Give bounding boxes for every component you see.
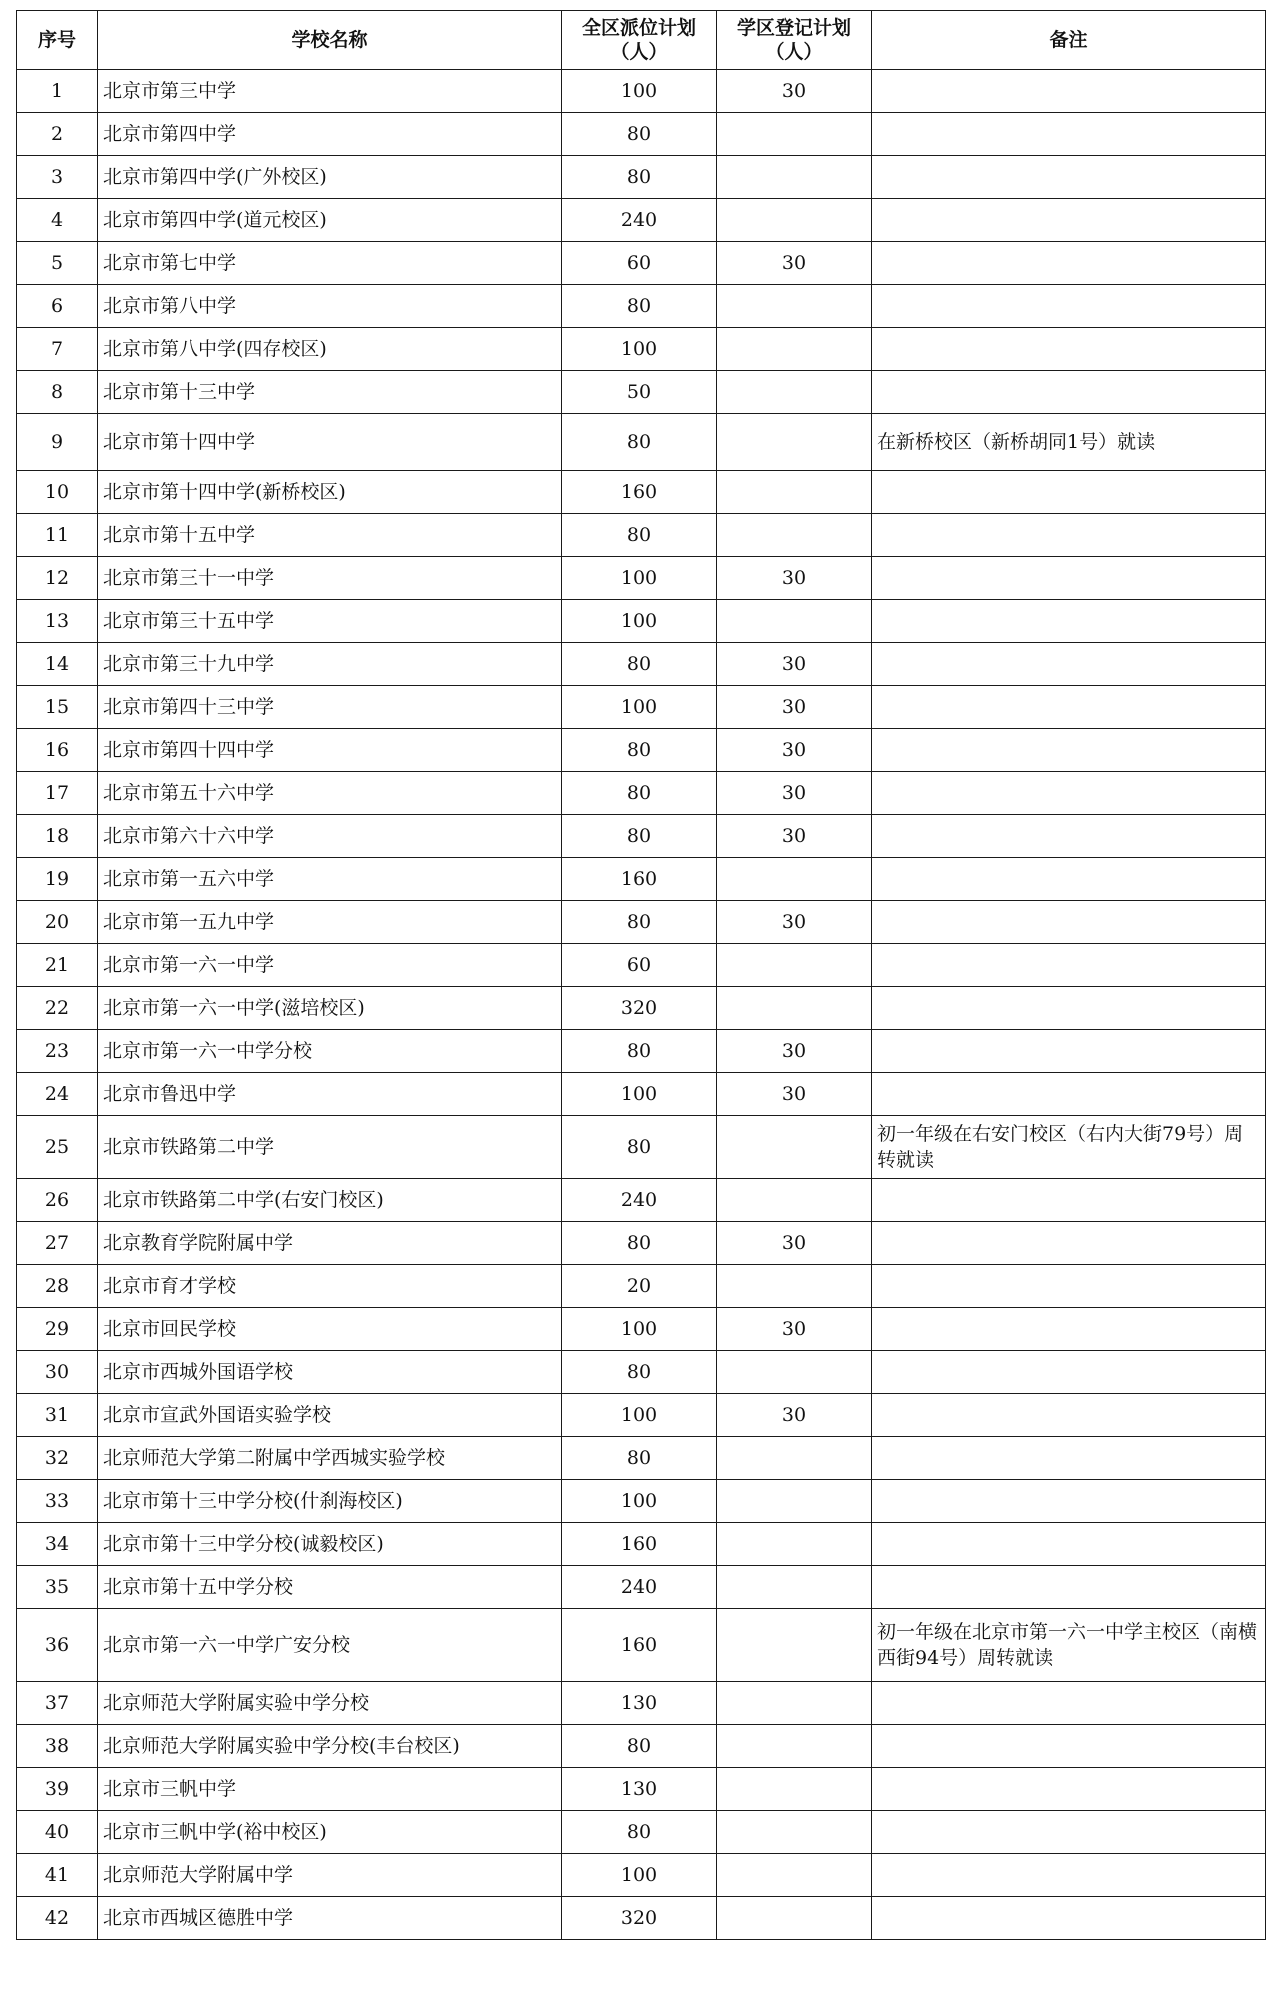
school-name: 北京市第三十一中学 xyxy=(98,557,562,600)
remark xyxy=(872,1265,1266,1308)
table-row xyxy=(17,1222,1266,1265)
table-row xyxy=(17,987,1266,1030)
row-number: 36 xyxy=(17,1609,98,1682)
remark xyxy=(872,1394,1266,1437)
table-row xyxy=(17,1811,1266,1854)
zone-registration-plan xyxy=(717,944,872,987)
row-number: 42 xyxy=(17,1897,98,1940)
table-row xyxy=(17,686,1266,729)
school-name: 北京市第三十九中学 xyxy=(98,643,562,686)
remark xyxy=(872,557,1266,600)
remark xyxy=(872,686,1266,729)
zone-registration-plan xyxy=(717,328,872,371)
header-note: 备注 xyxy=(872,11,1266,70)
row-number: 32 xyxy=(17,1437,98,1480)
zone-registration-plan xyxy=(717,113,872,156)
header-no: 序号 xyxy=(17,11,98,70)
row-number: 9 xyxy=(17,414,98,471)
table-row xyxy=(17,70,1266,113)
school-name: 北京市第六十六中学 xyxy=(98,815,562,858)
remark xyxy=(872,328,1266,371)
remark xyxy=(872,815,1266,858)
school-name: 北京师范大学附属实验中学分校 xyxy=(98,1682,562,1725)
remark xyxy=(872,1437,1266,1480)
row-number: 6 xyxy=(17,285,98,328)
zone-registration-plan: 30 xyxy=(717,729,872,772)
table-row xyxy=(17,1116,1266,1179)
remark xyxy=(872,1030,1266,1073)
school-name: 北京市回民学校 xyxy=(98,1308,562,1351)
table-row xyxy=(17,1566,1266,1609)
header-reg-line1: 学区登记计划 xyxy=(736,17,851,39)
table-row xyxy=(17,815,1266,858)
district-plan: 160 xyxy=(562,858,717,901)
zone-registration-plan: 30 xyxy=(717,643,872,686)
table-row xyxy=(17,1394,1266,1437)
row-number: 12 xyxy=(17,557,98,600)
remark xyxy=(872,1566,1266,1609)
school-name: 北京市第四中学(道元校区) xyxy=(98,199,562,242)
district-plan: 80 xyxy=(562,1116,717,1179)
zone-registration-plan xyxy=(717,156,872,199)
zone-registration-plan xyxy=(717,1480,872,1523)
district-plan: 320 xyxy=(562,1897,717,1940)
table-row xyxy=(17,600,1266,643)
remark xyxy=(872,70,1266,113)
district-plan: 80 xyxy=(562,113,717,156)
zone-registration-plan xyxy=(717,1768,872,1811)
row-number: 21 xyxy=(17,944,98,987)
zone-registration-plan: 30 xyxy=(717,815,872,858)
school-name: 北京市第四十四中学 xyxy=(98,729,562,772)
table-row xyxy=(17,901,1266,944)
zone-registration-plan xyxy=(717,1811,872,1854)
header-plan-line1: 全区派位计划 xyxy=(581,17,696,39)
remark xyxy=(872,471,1266,514)
row-number: 13 xyxy=(17,600,98,643)
district-plan: 80 xyxy=(562,1222,717,1265)
remark xyxy=(872,1351,1266,1394)
district-plan: 60 xyxy=(562,944,717,987)
zone-registration-plan xyxy=(717,1437,872,1480)
row-number: 24 xyxy=(17,1073,98,1116)
district-plan: 100 xyxy=(562,600,717,643)
district-plan: 100 xyxy=(562,1308,717,1351)
remark xyxy=(872,1854,1266,1897)
table-row xyxy=(17,858,1266,901)
remark xyxy=(872,772,1266,815)
zone-registration-plan xyxy=(717,1609,872,1682)
table-row xyxy=(17,643,1266,686)
district-plan: 80 xyxy=(562,414,717,471)
table-row xyxy=(17,414,1266,471)
school-name: 北京市第十三中学 xyxy=(98,371,562,414)
table-row xyxy=(17,1897,1266,1940)
table-row xyxy=(17,285,1266,328)
row-number: 19 xyxy=(17,858,98,901)
table-row xyxy=(17,1265,1266,1308)
table-row xyxy=(17,1480,1266,1523)
school-name: 北京市西城外国语学校 xyxy=(98,1351,562,1394)
zone-registration-plan: 30 xyxy=(717,686,872,729)
school-name: 北京市第十五中学 xyxy=(98,514,562,557)
row-number: 4 xyxy=(17,199,98,242)
zone-registration-plan xyxy=(717,987,872,1030)
table-row xyxy=(17,729,1266,772)
district-plan: 240 xyxy=(562,1179,717,1222)
row-number: 3 xyxy=(17,156,98,199)
district-plan: 80 xyxy=(562,729,717,772)
row-number: 40 xyxy=(17,1811,98,1854)
table-row xyxy=(17,1030,1266,1073)
district-plan: 50 xyxy=(562,371,717,414)
remark xyxy=(872,1179,1266,1222)
remark xyxy=(872,643,1266,686)
school-name: 北京市第三中学 xyxy=(98,70,562,113)
school-name: 北京市第十四中学(新桥校区) xyxy=(98,471,562,514)
district-plan: 80 xyxy=(562,514,717,557)
remark xyxy=(872,858,1266,901)
school-name: 北京市第一六一中学 xyxy=(98,944,562,987)
zone-registration-plan xyxy=(717,858,872,901)
school-name: 北京市三帆中学 xyxy=(98,1768,562,1811)
zone-registration-plan xyxy=(717,1179,872,1222)
table-row xyxy=(17,242,1266,285)
remark xyxy=(872,156,1266,199)
remark xyxy=(872,1811,1266,1854)
table-header xyxy=(17,11,1266,70)
zone-registration-plan xyxy=(717,1116,872,1179)
header-reg-line2: （人） xyxy=(765,41,823,63)
row-number: 41 xyxy=(17,1854,98,1897)
row-number: 33 xyxy=(17,1480,98,1523)
zone-registration-plan xyxy=(717,1566,872,1609)
row-number: 5 xyxy=(17,242,98,285)
table-row xyxy=(17,1308,1266,1351)
header-name: 学校名称 xyxy=(98,11,562,70)
zone-registration-plan xyxy=(717,1351,872,1394)
school-name: 北京市第十五中学分校 xyxy=(98,1566,562,1609)
district-plan: 80 xyxy=(562,1725,717,1768)
district-plan: 80 xyxy=(562,1811,717,1854)
school-name: 北京师范大学附属实验中学分校(丰台校区) xyxy=(98,1725,562,1768)
remark xyxy=(872,987,1266,1030)
district-plan: 100 xyxy=(562,1394,717,1437)
school-name: 北京市第八中学(四存校区) xyxy=(98,328,562,371)
remark xyxy=(872,600,1266,643)
zone-registration-plan xyxy=(717,1854,872,1897)
remark xyxy=(872,1480,1266,1523)
school-name: 北京市鲁迅中学 xyxy=(98,1073,562,1116)
school-name: 北京市第五十六中学 xyxy=(98,772,562,815)
row-number: 29 xyxy=(17,1308,98,1351)
school-name: 北京市第一五九中学 xyxy=(98,901,562,944)
district-plan: 130 xyxy=(562,1682,717,1725)
zone-registration-plan xyxy=(717,414,872,471)
row-number: 30 xyxy=(17,1351,98,1394)
remark xyxy=(872,1308,1266,1351)
school-name: 北京市铁路第二中学 xyxy=(98,1116,562,1179)
zone-registration-plan xyxy=(717,1523,872,1566)
zone-registration-plan: 30 xyxy=(717,1222,872,1265)
remark xyxy=(872,901,1266,944)
table-row xyxy=(17,471,1266,514)
row-number: 17 xyxy=(17,772,98,815)
row-number: 8 xyxy=(17,371,98,414)
row-number: 35 xyxy=(17,1566,98,1609)
table-row xyxy=(17,772,1266,815)
zone-registration-plan: 30 xyxy=(717,772,872,815)
row-number: 1 xyxy=(17,70,98,113)
district-plan: 160 xyxy=(562,1609,717,1682)
district-plan: 100 xyxy=(562,70,717,113)
remark xyxy=(872,729,1266,772)
table-row xyxy=(17,514,1266,557)
row-number: 34 xyxy=(17,1523,98,1566)
header-plan xyxy=(562,11,717,70)
zone-registration-plan: 30 xyxy=(717,1073,872,1116)
row-number: 11 xyxy=(17,514,98,557)
row-number: 20 xyxy=(17,901,98,944)
table-row xyxy=(17,1609,1266,1682)
row-number: 14 xyxy=(17,643,98,686)
remark xyxy=(872,1725,1266,1768)
district-plan: 100 xyxy=(562,328,717,371)
header-reg xyxy=(717,11,872,70)
district-plan: 80 xyxy=(562,643,717,686)
district-plan: 80 xyxy=(562,1437,717,1480)
school-name: 北京市第三十五中学 xyxy=(98,600,562,643)
school-name: 北京师范大学第二附属中学西城实验学校 xyxy=(98,1437,562,1480)
school-name: 北京市第一六一中学(滋培校区) xyxy=(98,987,562,1030)
row-number: 28 xyxy=(17,1265,98,1308)
district-plan: 80 xyxy=(562,901,717,944)
school-name: 北京市第十三中学分校(诚毅校区) xyxy=(98,1523,562,1566)
district-plan: 160 xyxy=(562,471,717,514)
table-row xyxy=(17,1768,1266,1811)
zone-registration-plan: 30 xyxy=(717,70,872,113)
header-row xyxy=(17,11,1266,70)
school-name: 北京市第四十三中学 xyxy=(98,686,562,729)
remark xyxy=(872,285,1266,328)
row-number: 37 xyxy=(17,1682,98,1725)
table-row xyxy=(17,1682,1266,1725)
row-number: 16 xyxy=(17,729,98,772)
school-name: 北京市第四中学(广外校区) xyxy=(98,156,562,199)
remark xyxy=(872,199,1266,242)
district-plan: 100 xyxy=(562,1073,717,1116)
school-name: 北京市第十三中学分校(什刹海校区) xyxy=(98,1480,562,1523)
row-number: 38 xyxy=(17,1725,98,1768)
row-number: 15 xyxy=(17,686,98,729)
district-plan: 100 xyxy=(562,686,717,729)
table-row xyxy=(17,328,1266,371)
district-plan: 80 xyxy=(562,1351,717,1394)
district-plan: 20 xyxy=(562,1265,717,1308)
school-name: 北京市第十四中学 xyxy=(98,414,562,471)
row-number: 18 xyxy=(17,815,98,858)
district-plan: 240 xyxy=(562,1566,717,1609)
remark xyxy=(872,242,1266,285)
school-name: 北京市第四中学 xyxy=(98,113,562,156)
zone-registration-plan: 30 xyxy=(717,1394,872,1437)
zone-registration-plan xyxy=(717,199,872,242)
district-plan: 130 xyxy=(562,1768,717,1811)
district-plan: 60 xyxy=(562,242,717,285)
remark xyxy=(872,514,1266,557)
zone-registration-plan xyxy=(717,1265,872,1308)
remark xyxy=(872,1682,1266,1725)
school-name: 北京师范大学附属中学 xyxy=(98,1854,562,1897)
school-name: 北京市宣武外国语实验学校 xyxy=(98,1394,562,1437)
table-row xyxy=(17,557,1266,600)
school-name: 北京市第八中学 xyxy=(98,285,562,328)
district-plan: 320 xyxy=(562,987,717,1030)
remark xyxy=(872,371,1266,414)
remark xyxy=(872,1523,1266,1566)
school-name: 北京市第一六一中学分校 xyxy=(98,1030,562,1073)
row-number: 25 xyxy=(17,1116,98,1179)
table-row xyxy=(17,113,1266,156)
row-number: 22 xyxy=(17,987,98,1030)
remark xyxy=(872,1073,1266,1116)
school-plan-table xyxy=(16,10,1266,1940)
zone-registration-plan xyxy=(717,285,872,328)
remark xyxy=(872,113,1266,156)
remark: 初一年级在北京市第一六一中学主校区（南横西街94号）周转就读 xyxy=(872,1609,1266,1682)
row-number: 39 xyxy=(17,1768,98,1811)
zone-registration-plan xyxy=(717,371,872,414)
district-plan: 80 xyxy=(562,156,717,199)
remark xyxy=(872,944,1266,987)
zone-registration-plan xyxy=(717,1725,872,1768)
zone-registration-plan xyxy=(717,514,872,557)
table-row xyxy=(17,1725,1266,1768)
school-name: 北京市第一五六中学 xyxy=(98,858,562,901)
table-row xyxy=(17,1073,1266,1116)
zone-registration-plan xyxy=(717,1682,872,1725)
zone-registration-plan: 30 xyxy=(717,557,872,600)
district-plan: 80 xyxy=(562,815,717,858)
remark xyxy=(872,1222,1266,1265)
row-number: 23 xyxy=(17,1030,98,1073)
row-number: 10 xyxy=(17,471,98,514)
table-row xyxy=(17,156,1266,199)
district-plan: 100 xyxy=(562,1480,717,1523)
school-name: 北京市第七中学 xyxy=(98,242,562,285)
table-row xyxy=(17,1437,1266,1480)
remark: 在新桥校区（新桥胡同1号）就读 xyxy=(872,414,1266,471)
header-plan-line2: （人） xyxy=(610,41,668,63)
row-number: 31 xyxy=(17,1394,98,1437)
district-plan: 160 xyxy=(562,1523,717,1566)
row-number: 26 xyxy=(17,1179,98,1222)
school-name: 北京市铁路第二中学(右安门校区) xyxy=(98,1179,562,1222)
district-plan: 100 xyxy=(562,557,717,600)
district-plan: 80 xyxy=(562,1030,717,1073)
zone-registration-plan: 30 xyxy=(717,1308,872,1351)
school-name: 北京市第一六一中学广安分校 xyxy=(98,1609,562,1682)
school-name: 北京市西城区德胜中学 xyxy=(98,1897,562,1940)
row-number: 2 xyxy=(17,113,98,156)
district-plan: 80 xyxy=(562,772,717,815)
zone-registration-plan xyxy=(717,1897,872,1940)
row-number: 7 xyxy=(17,328,98,371)
school-name: 北京市三帆中学(裕中校区) xyxy=(98,1811,562,1854)
school-name: 北京教育学院附属中学 xyxy=(98,1222,562,1265)
zone-registration-plan: 30 xyxy=(717,242,872,285)
zone-registration-plan xyxy=(717,471,872,514)
zone-registration-plan: 30 xyxy=(717,901,872,944)
zone-registration-plan xyxy=(717,600,872,643)
district-plan: 100 xyxy=(562,1854,717,1897)
district-plan: 80 xyxy=(562,285,717,328)
row-number: 27 xyxy=(17,1222,98,1265)
table-body xyxy=(17,70,1266,1940)
table-row xyxy=(17,1351,1266,1394)
table-row xyxy=(17,944,1266,987)
remark xyxy=(872,1768,1266,1811)
district-plan: 240 xyxy=(562,199,717,242)
remark xyxy=(872,1897,1266,1940)
table-row xyxy=(17,1854,1266,1897)
remark: 初一年级在右安门校区（右内大街79号）周转就读 xyxy=(872,1116,1266,1179)
table-row xyxy=(17,1179,1266,1222)
table-row xyxy=(17,199,1266,242)
table-row xyxy=(17,371,1266,414)
school-name: 北京市育才学校 xyxy=(98,1265,562,1308)
zone-registration-plan: 30 xyxy=(717,1030,872,1073)
table-row xyxy=(17,1523,1266,1566)
